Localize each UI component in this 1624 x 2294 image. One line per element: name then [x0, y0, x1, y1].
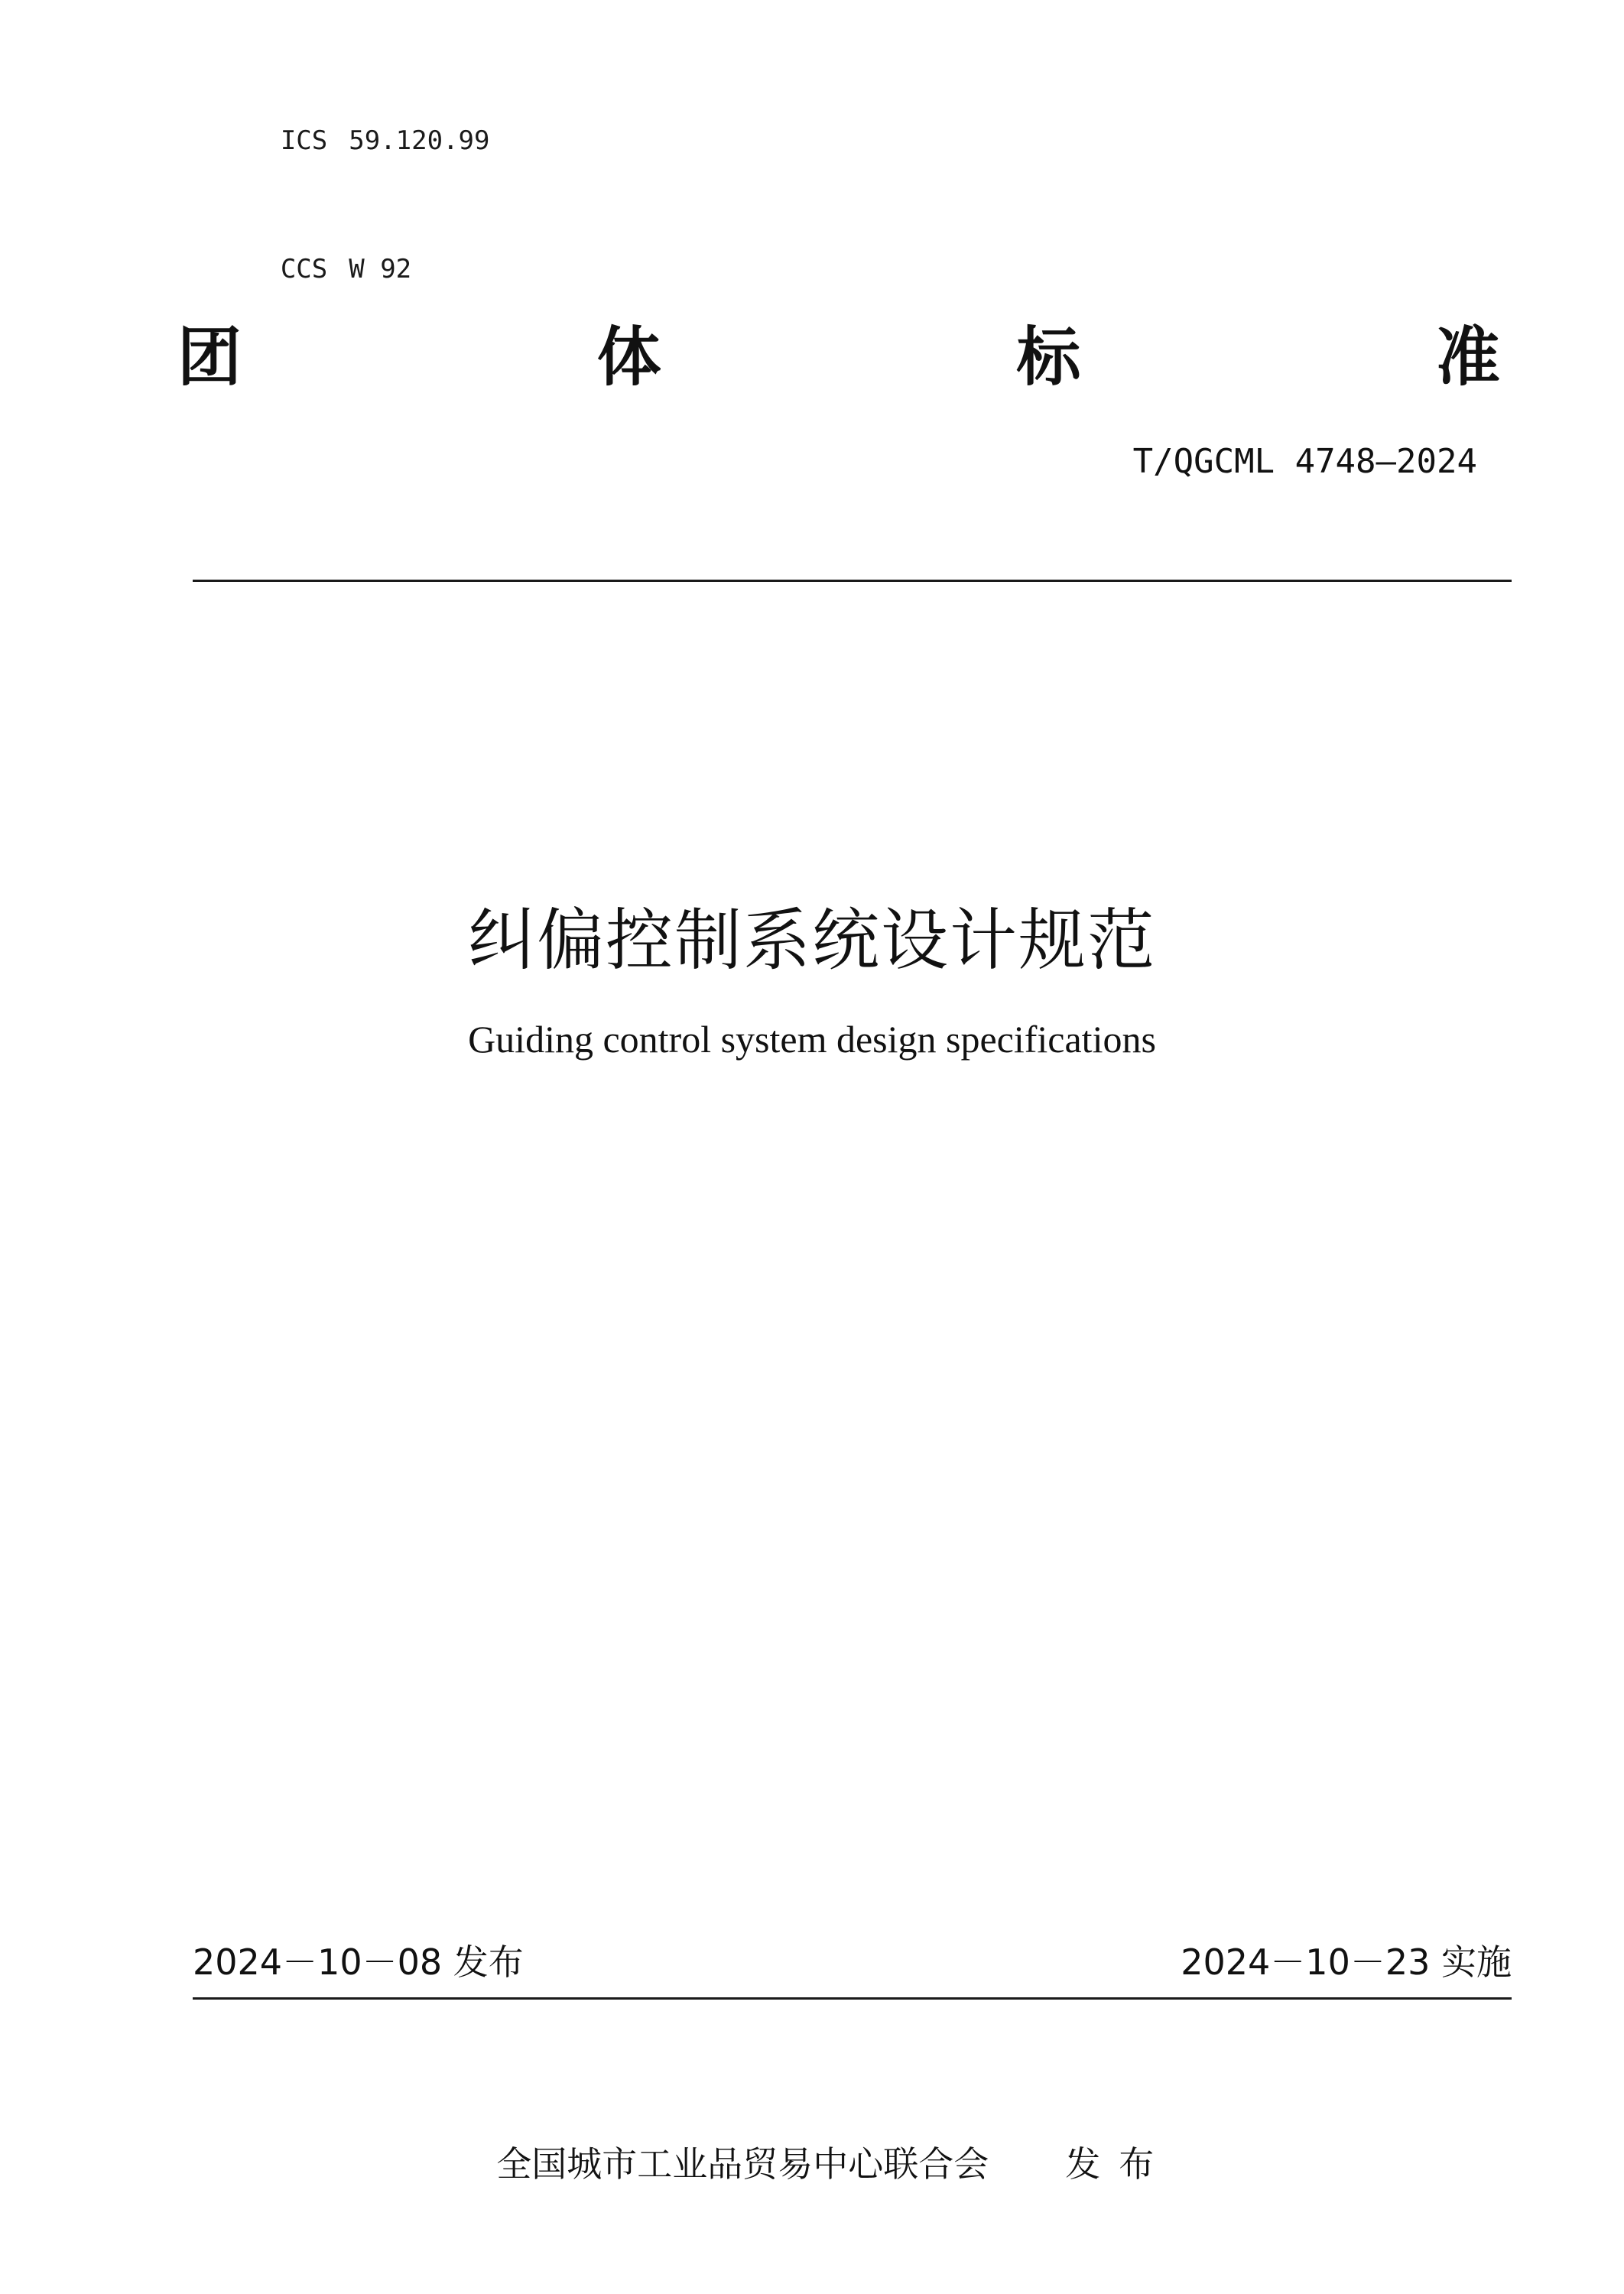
implementation-date: 2024－10－23 实施: [1181, 1941, 1512, 1983]
publisher-action: 发布: [1065, 2143, 1173, 2185]
publisher-line: [0, 2095, 1624, 2228]
ics-value: 59.120.99: [349, 125, 490, 156]
ccs-label: CCS: [280, 254, 328, 284]
bottom-divider: [193, 1997, 1512, 2000]
ccs-value: W 92: [349, 254, 412, 284]
standard-number: T/QGCML 4748—2024: [1132, 442, 1477, 481]
standard-kind-char: 准: [1435, 319, 1500, 395]
ics-code-row: [187, 76, 489, 205]
ics-label: ICS: [280, 125, 328, 156]
document-title-chinese: 纠偏控制系统设计规范: [467, 901, 1156, 980]
top-divider: [193, 580, 1512, 582]
document-title-english: Guiding control system design specifications: [468, 1018, 1156, 1061]
classification-codes: [187, 76, 489, 333]
standard-kind-char: 体: [596, 319, 661, 395]
publisher-organization: 全国城市工业品贸易中心联合会: [496, 2143, 989, 2185]
standard-kind-heading: [177, 306, 1500, 398]
standard-kind-char: 标: [1016, 319, 1081, 395]
publish-date: 2024－10－08 发布: [193, 1941, 524, 1983]
standard-kind-char: 团: [177, 319, 242, 395]
